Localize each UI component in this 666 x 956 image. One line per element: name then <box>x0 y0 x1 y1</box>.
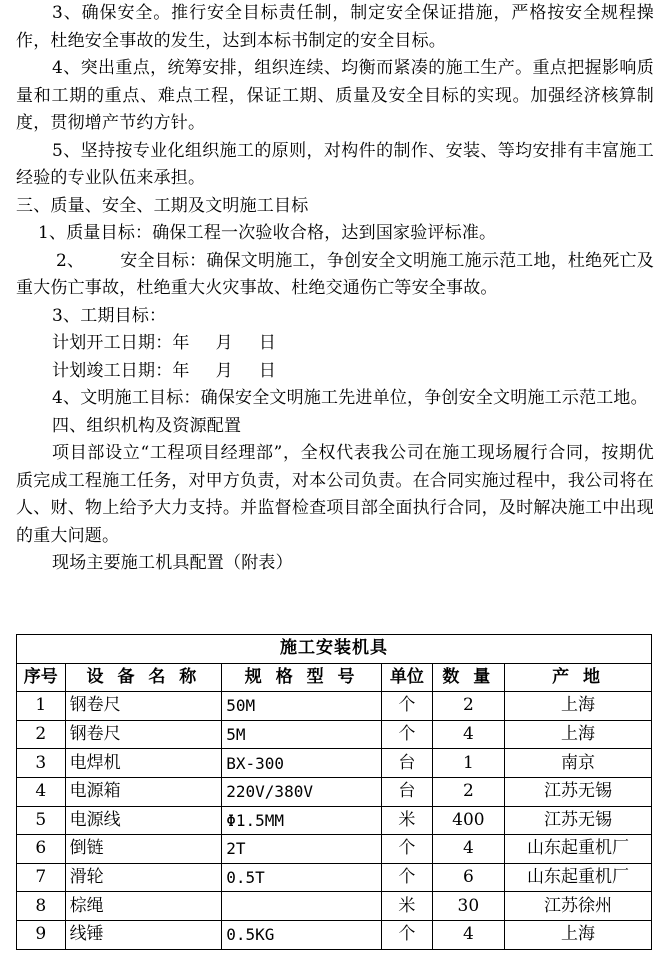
cell-quantity: 4 <box>432 720 504 749</box>
cell-spec: Φ1.5MM <box>222 806 382 835</box>
cell-quantity: 4 <box>432 920 504 949</box>
cell-name: 钢卷尺 <box>65 692 222 721</box>
table-row <box>17 892 652 921</box>
cell-name: 电源箱 <box>65 777 222 806</box>
table-row <box>17 863 652 892</box>
table-row <box>17 692 652 721</box>
cell-quantity: 4 <box>432 835 504 864</box>
cell-index: 8 <box>17 892 66 921</box>
cell-origin: 江苏无锡 <box>505 777 652 806</box>
header-unit: 单位 <box>382 663 433 692</box>
cell-quantity: 30 <box>432 892 504 921</box>
cell-index: 5 <box>17 806 66 835</box>
cell-spec: 2T <box>222 835 382 864</box>
cell-spec: 0.5KG <box>222 920 382 949</box>
paragraph-key-points: 4、突出重点，统筹安排，组织连续、均衡而紧凑的施工生产。重点把握影响质量和工期的重点、难点工程，保证工期、质量及安全目标的实现。加强经济核算制度，贯彻增产节约方针。 <box>16 58 654 133</box>
cell-unit: 个 <box>382 835 433 864</box>
cell-unit: 个 <box>382 720 433 749</box>
cell-unit: 个 <box>382 863 433 892</box>
cell-spec <box>222 892 382 921</box>
cell-origin: 江苏徐州 <box>505 892 652 921</box>
cell-quantity: 2 <box>432 692 504 721</box>
section-heading-goals: 三、质量、安全、工期及文明施工目标 <box>16 195 309 216</box>
table-row <box>17 777 652 806</box>
paragraph-safety-principle: 3、确保安全。推行安全目标责任制，制定安全保证措施，严格按安全规程操作，杜绝安全事故的发生，达到本标书制定的安全目标。 <box>16 3 654 51</box>
table-row <box>17 720 652 749</box>
table-row <box>17 806 652 835</box>
cell-unit: 台 <box>382 749 433 778</box>
cell-name: 滑轮 <box>65 863 222 892</box>
cell-name: 电焊机 <box>65 749 222 778</box>
table-row <box>17 835 652 864</box>
paragraph-specialized-teams: 5、坚持按专业化组织施工的原则，对构件的制作、安装、等均安排有丰富施工经验的专业队伍来承担。 <box>16 140 654 188</box>
header-spec: 规 格 型 号 <box>222 663 382 692</box>
section-heading-organization: 四、组织机构及资源配置 <box>52 415 242 436</box>
cell-origin: 上海 <box>505 692 652 721</box>
cell-origin: 上海 <box>505 920 652 949</box>
table-row <box>17 920 652 949</box>
planned-start-date: 计划开工日期：年 月 日 <box>52 333 277 353</box>
cell-unit: 米 <box>382 806 433 835</box>
civil-construction-goal: 4、文明施工目标：确保安全文明施工先进单位，争创安全文明施工示范工地。 <box>52 388 648 408</box>
table-header-row <box>17 663 652 692</box>
cell-index: 6 <box>17 835 66 864</box>
cell-origin: 山东起重机厂 <box>505 863 652 892</box>
table-row <box>17 749 652 778</box>
cell-name: 线锤 <box>65 920 222 949</box>
cell-origin: 上海 <box>505 720 652 749</box>
cell-name: 钢卷尺 <box>65 720 222 749</box>
header-index: 序号 <box>17 663 66 692</box>
planned-completion-date: 计划竣工日期：年 月 日 <box>52 360 277 381</box>
paragraph-project-department: 项目部设立“工程项目经理部”，全权代表我公司在施工现场履行合同，按期优质完成工程施工任务，对甲方负责，对本公司负责。在合同实施过程中，我公司将在人、财、物上给予大力支持。并监督检查项目部全面执行合同，及时解决施工中出现的重大问题。 <box>16 443 654 546</box>
cell-quantity: 400 <box>432 806 504 835</box>
cell-unit: 台 <box>382 777 433 806</box>
safety-goal-number: 2、 <box>56 250 85 271</box>
header-origin: 产 地 <box>505 663 652 692</box>
cell-name: 倒链 <box>65 835 222 864</box>
cell-spec: BX-300 <box>222 749 382 778</box>
cell-spec: 50M <box>222 692 382 721</box>
header-quantity: 数 量 <box>432 663 504 692</box>
cell-index: 4 <box>17 777 66 806</box>
cell-quantity: 1 <box>432 749 504 778</box>
safety-goal-text: 安全目标：确保文明施工，争创安全文明施工施示范工地，杜绝死亡及重大伤亡事故，杜绝重大火灾事故、杜绝交通伤亡等安全事故。 <box>16 250 655 298</box>
cell-origin: 山东起重机厂 <box>505 835 652 864</box>
table-caption: 现场主要施工机具配置（附表） <box>52 553 293 573</box>
header-name: 设 备 名 称 <box>65 663 222 692</box>
cell-index: 2 <box>17 720 66 749</box>
cell-unit: 个 <box>382 920 433 949</box>
safety-goal <box>0 248 666 303</box>
cell-unit: 米 <box>382 892 433 921</box>
cell-index: 3 <box>17 749 66 778</box>
cell-origin: 南京 <box>505 749 652 778</box>
cell-index: 9 <box>17 920 66 949</box>
cell-quantity: 2 <box>432 777 504 806</box>
cell-spec: 5M <box>222 720 382 749</box>
schedule-goal-heading: 3、工期目标： <box>52 305 167 326</box>
cell-spec: 0.5T <box>222 863 382 892</box>
cell-name: 棕绳 <box>65 892 222 921</box>
cell-name: 电源线 <box>65 806 222 835</box>
machines-table <box>16 634 652 950</box>
quality-goal: 1、质量目标：确保工程一次验收合格，达到国家验评标准。 <box>38 223 497 243</box>
cell-spec: 220V/380V <box>222 777 382 806</box>
cell-quantity: 6 <box>432 863 504 892</box>
cell-index: 7 <box>17 863 66 892</box>
table-title: 施工安装机具 <box>17 635 652 664</box>
cell-index: 1 <box>17 692 66 721</box>
cell-unit: 个 <box>382 692 433 721</box>
cell-origin: 江苏无锡 <box>505 806 652 835</box>
